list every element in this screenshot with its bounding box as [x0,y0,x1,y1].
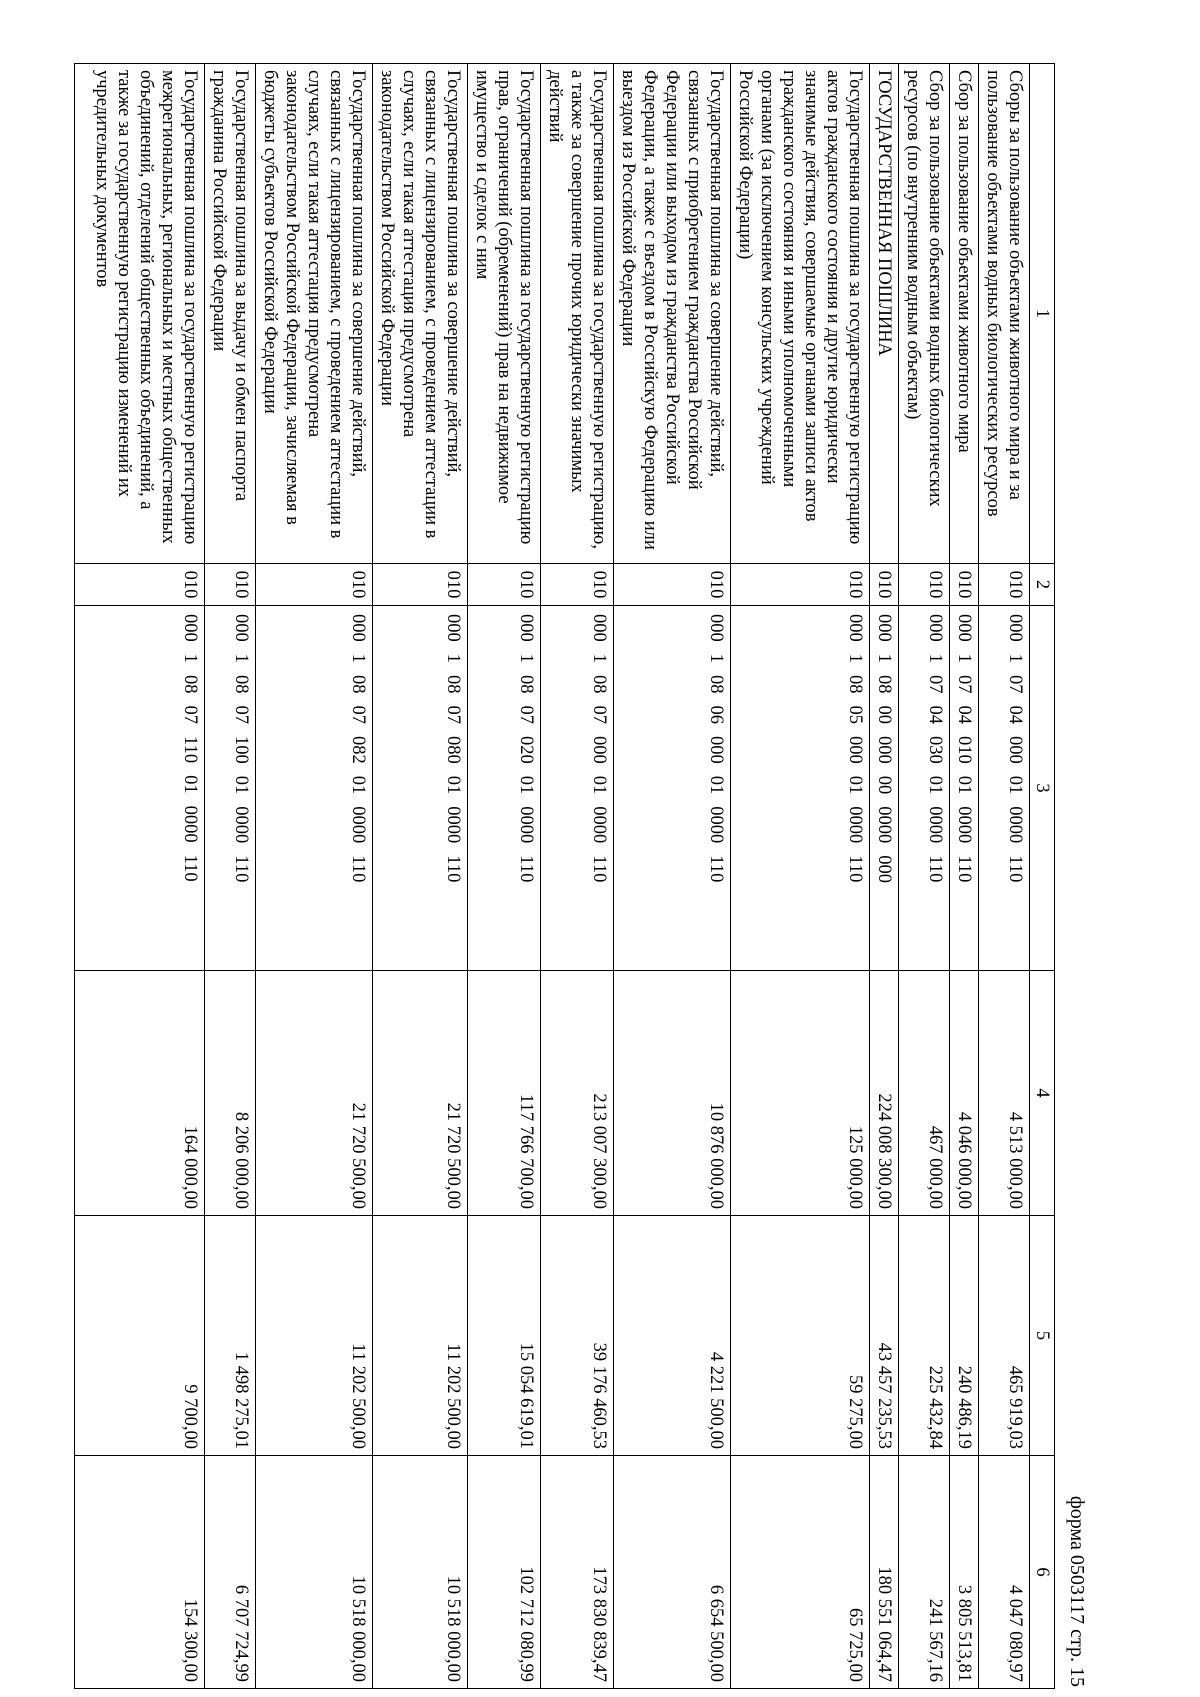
code-part: 01 [589,775,609,795]
column-header: 3 [1030,606,1055,971]
code-part: 08 [443,675,463,694]
table-row [373,64,468,1689]
row-name: Сбор за пользование объектами животного мира [950,64,979,564]
line-code: 010 [373,564,468,606]
row-name: Государственная пошлина за совершение действий, связанных с лицензированием, с проведением аттестации в случаях, если такая аттестация предусмотрена законодательством Российской Федерации [373,64,468,564]
line-code: 010 [256,564,373,606]
code-part: 07 [1005,675,1025,694]
code-part: 1 [516,653,536,663]
code-part: 08 [706,675,726,694]
row-name: Государственная пошлина за государственную регистрацию межрегиональных, региональных и местных общественных объединений, отделений общественных объединений, а также за государственную регистрацию изменений их учредительных документов [75,64,205,564]
table-row [614,64,731,1689]
revenue-table [74,63,1055,1689]
code-part: 110 [845,855,865,883]
code-part: 110 [443,855,463,883]
code-part: 1 [954,653,974,663]
code-part: 08 [845,675,865,694]
approved-amount: 164 000,00 [75,971,205,1216]
line-code: 010 [468,564,541,606]
code-part: 01 [954,775,974,795]
code-part: 01 [845,775,865,795]
executed-amount: 4 221 500,00 [614,1216,731,1456]
table-row [731,64,870,1689]
code-part: 000 [845,614,865,642]
code-part: 08 [348,675,368,694]
code-part: 000 [1005,736,1025,764]
line-code: 010 [979,564,1030,606]
executed-amount: 11 202 500,00 [256,1216,373,1456]
code-part: 0000 [231,806,251,844]
code-part: 04 [925,705,945,724]
code-part: 0000 [1005,806,1025,844]
code-part: 000 [589,614,609,642]
code-part: 000 [443,614,463,642]
code-part: 07 [231,705,251,724]
document-page [80,55,1100,1695]
approved-amount: 4 513 000,00 [979,971,1030,1216]
row-name: Государственная пошлина за государственную регистрацию прав, ограничений (обременений) прав на недвижимое имущество и сделок с ним [468,64,541,564]
code-part: 0000 [845,806,865,844]
code-part: 07 [589,705,609,724]
code-part: 1 [589,653,609,663]
code-part: 110 [954,855,974,883]
column-header: 2 [1030,564,1055,606]
code-part: 110 [231,855,251,883]
code-part: 1 [348,653,368,663]
code-part: 000 [1005,614,1025,642]
code-part: 000 [925,614,945,642]
code-part: 06 [706,705,726,724]
unexecuted-amount: 180 551 064,47 [870,1456,899,1689]
column-number-row [1030,64,1055,1689]
line-code: 010 [541,564,614,606]
code-part: 082 [348,736,368,764]
budget-classification-code [614,606,731,971]
code-part: 1 [706,653,726,663]
code-part: 05 [845,705,865,724]
code-part: 110 [516,855,536,883]
approved-amount: 4 046 000,00 [950,971,979,1216]
code-part: 1 [443,653,463,663]
row-name: ГОСУДАРСТВЕННАЯ ПОШЛИНА [870,64,899,564]
code-part: 07 [443,705,463,724]
code-part: 04 [954,705,974,724]
code-part: 00 [874,705,894,724]
table-row [205,64,256,1689]
budget-classification-code [899,606,950,971]
executed-amount: 225 432,84 [899,1216,950,1456]
table-row [75,64,205,1689]
code-part: 07 [180,705,200,724]
row-name: Сбор за пользование объектами водных биологических ресурсов (по внутренним водным объектам) [899,64,950,564]
unexecuted-amount: 102 712 080,99 [468,1456,541,1689]
code-part: 0000 [874,806,894,844]
code-part: 07 [954,675,974,694]
code-part: 01 [706,775,726,795]
executed-amount: 15 054 619,01 [468,1216,541,1456]
code-part: 1 [925,653,945,663]
code-part: 01 [925,775,945,795]
budget-classification-code [950,606,979,971]
approved-amount: 10 876 000,00 [614,971,731,1216]
code-part: 01 [231,775,251,795]
code-part: 0000 [925,806,945,844]
code-part: 01 [348,775,368,795]
code-part: 110 [348,855,368,883]
column-header: 1 [1030,64,1055,564]
executed-amount: 43 457 235,53 [870,1216,899,1456]
code-part: 110 [706,855,726,883]
row-name: Государственная пошлина за выдачу и обмен паспорта гражданина Российской Федерации [205,64,256,564]
code-part: 020 [516,736,536,764]
code-part: 0000 [180,805,200,843]
table-row [899,64,950,1689]
code-part: 0000 [348,806,368,844]
code-part: 1 [231,653,251,663]
code-part: 08 [589,675,609,694]
code-part: 000 [874,614,894,642]
budget-classification-code [205,606,256,971]
code-part: 01 [180,775,200,794]
executed-amount: 9 700,00 [75,1216,205,1456]
code-part: 01 [1005,775,1025,795]
code-part: 010 [954,736,974,764]
unexecuted-amount: 65 725,00 [731,1456,870,1689]
budget-classification-code [541,606,614,971]
code-part: 000 [231,614,251,642]
code-part: 080 [443,736,463,764]
unexecuted-amount: 3 805 513,81 [950,1456,979,1689]
code-part: 08 [231,675,251,694]
approved-amount: 21 720 500,00 [373,971,468,1216]
code-part: 0000 [954,806,974,844]
code-part: 04 [1005,705,1025,724]
unexecuted-amount: 241 567,16 [899,1456,950,1689]
code-part: 000 [874,736,894,764]
code-part: 1 [1005,653,1025,663]
unexecuted-amount: 10 518 000,00 [373,1456,468,1689]
code-part: 07 [348,705,368,724]
table-row [979,64,1030,1689]
code-part: 0000 [589,806,609,844]
code-part: 00 [874,775,894,795]
approved-amount: 8 206 000,00 [205,971,256,1216]
approved-amount: 125 000,00 [731,971,870,1216]
code-part: 0000 [443,806,463,844]
row-name: Государственная пошлина за совершение действий, связанных с лицензированием, с проведением аттестации в случаях, если такая аттестация предусмотрена законодательством Российской Федерации, зачисляемая в бюджеты субъектов Российской Федерации [256,64,373,564]
row-name: Государственная пошлина за совершение действий, связанных с приобретением гражданства Российской Федерации или выходом из гражданства Российской Федерации, а также с въездом в Российскую Федерацию или выездом из Российской Федерации [614,64,731,564]
code-part: 110 [180,736,200,764]
table-row [468,64,541,1689]
code-part: 000 [180,614,200,642]
line-code: 010 [950,564,979,606]
code-part: 1 [874,653,894,663]
budget-classification-code [373,606,468,971]
table-row [541,64,614,1689]
executed-amount: 39 176 460,53 [541,1216,614,1456]
code-part: 110 [925,855,945,883]
approved-amount: 213 007 300,00 [541,971,614,1216]
table-row [950,64,979,1689]
code-part: 110 [180,854,200,882]
unexecuted-amount: 6 707 724,99 [205,1456,256,1689]
code-part: 08 [180,675,200,694]
code-part: 000 [845,736,865,764]
line-code: 010 [870,564,899,606]
executed-amount: 1 498 275,01 [205,1216,256,1456]
code-part: 0000 [516,806,536,844]
unexecuted-amount: 173 830 839,47 [541,1456,614,1689]
code-part: 07 [925,675,945,694]
code-part: 000 [954,614,974,642]
budget-classification-code [870,606,899,971]
line-code: 010 [614,564,731,606]
unexecuted-amount: 4 047 080,97 [979,1456,1030,1689]
budget-classification-code [75,606,205,971]
line-code: 010 [75,564,205,606]
code-part: 030 [925,736,945,764]
code-part: 000 [348,614,368,642]
line-code: 010 [205,564,256,606]
budget-classification-code [979,606,1030,971]
unexecuted-amount: 6 654 500,00 [614,1456,731,1689]
row-name: Сборы за пользование объектами животного мира и за пользование объектами водных биологических ресурсов [979,64,1030,564]
line-code: 010 [899,564,950,606]
column-header: 4 [1030,971,1055,1216]
code-part: 0000 [706,806,726,844]
unexecuted-amount: 10 518 000,00 [256,1456,373,1689]
unexecuted-amount: 154 300,00 [75,1456,205,1689]
code-part: 01 [443,775,463,795]
code-part: 01 [516,775,536,795]
budget-classification-code [731,606,870,971]
code-part: 07 [516,705,536,724]
code-part: 000 [589,736,609,764]
form-label: форма 0503117 стр. 15 [1066,1495,1088,1687]
executed-amount: 59 275,00 [731,1216,870,1456]
code-part: 000 [516,614,536,642]
code-part: 000 [706,614,726,642]
code-part: 1 [180,653,200,663]
code-part: 08 [874,675,894,694]
row-name: Государственная пошлина за государственную регистрацию, а также за совершение прочих юридически значимых действий [541,64,614,564]
code-part: 100 [231,736,251,764]
table-row [870,64,899,1689]
approved-amount: 467 000,00 [899,971,950,1216]
approved-amount: 117 766 700,00 [468,971,541,1216]
budget-classification-code [468,606,541,971]
column-header: 6 [1030,1456,1055,1689]
row-name: Государственная пошлина за государственную регистрацию актов гражданского состояния и другие юридически значимые действия, совершаемые органами записи актов гражданского состояния и иными уполномоченными органами (за исключением консульских учреждений Российской Федерации) [731,64,870,564]
column-header: 5 [1030,1216,1055,1456]
approved-amount: 21 720 500,00 [256,971,373,1216]
executed-amount: 240 486,19 [950,1216,979,1456]
line-code: 010 [731,564,870,606]
executed-amount: 465 919,03 [979,1216,1030,1456]
code-part: 110 [589,855,609,883]
budget-classification-code [256,606,373,971]
code-part: 1 [845,653,865,663]
code-part: 110 [1005,855,1025,883]
code-part: 000 [874,855,894,883]
table-row [256,64,373,1689]
executed-amount: 11 202 500,00 [373,1216,468,1456]
approved-amount: 224 008 300,00 [870,971,899,1216]
code-part: 08 [516,675,536,694]
code-part: 000 [706,736,726,764]
